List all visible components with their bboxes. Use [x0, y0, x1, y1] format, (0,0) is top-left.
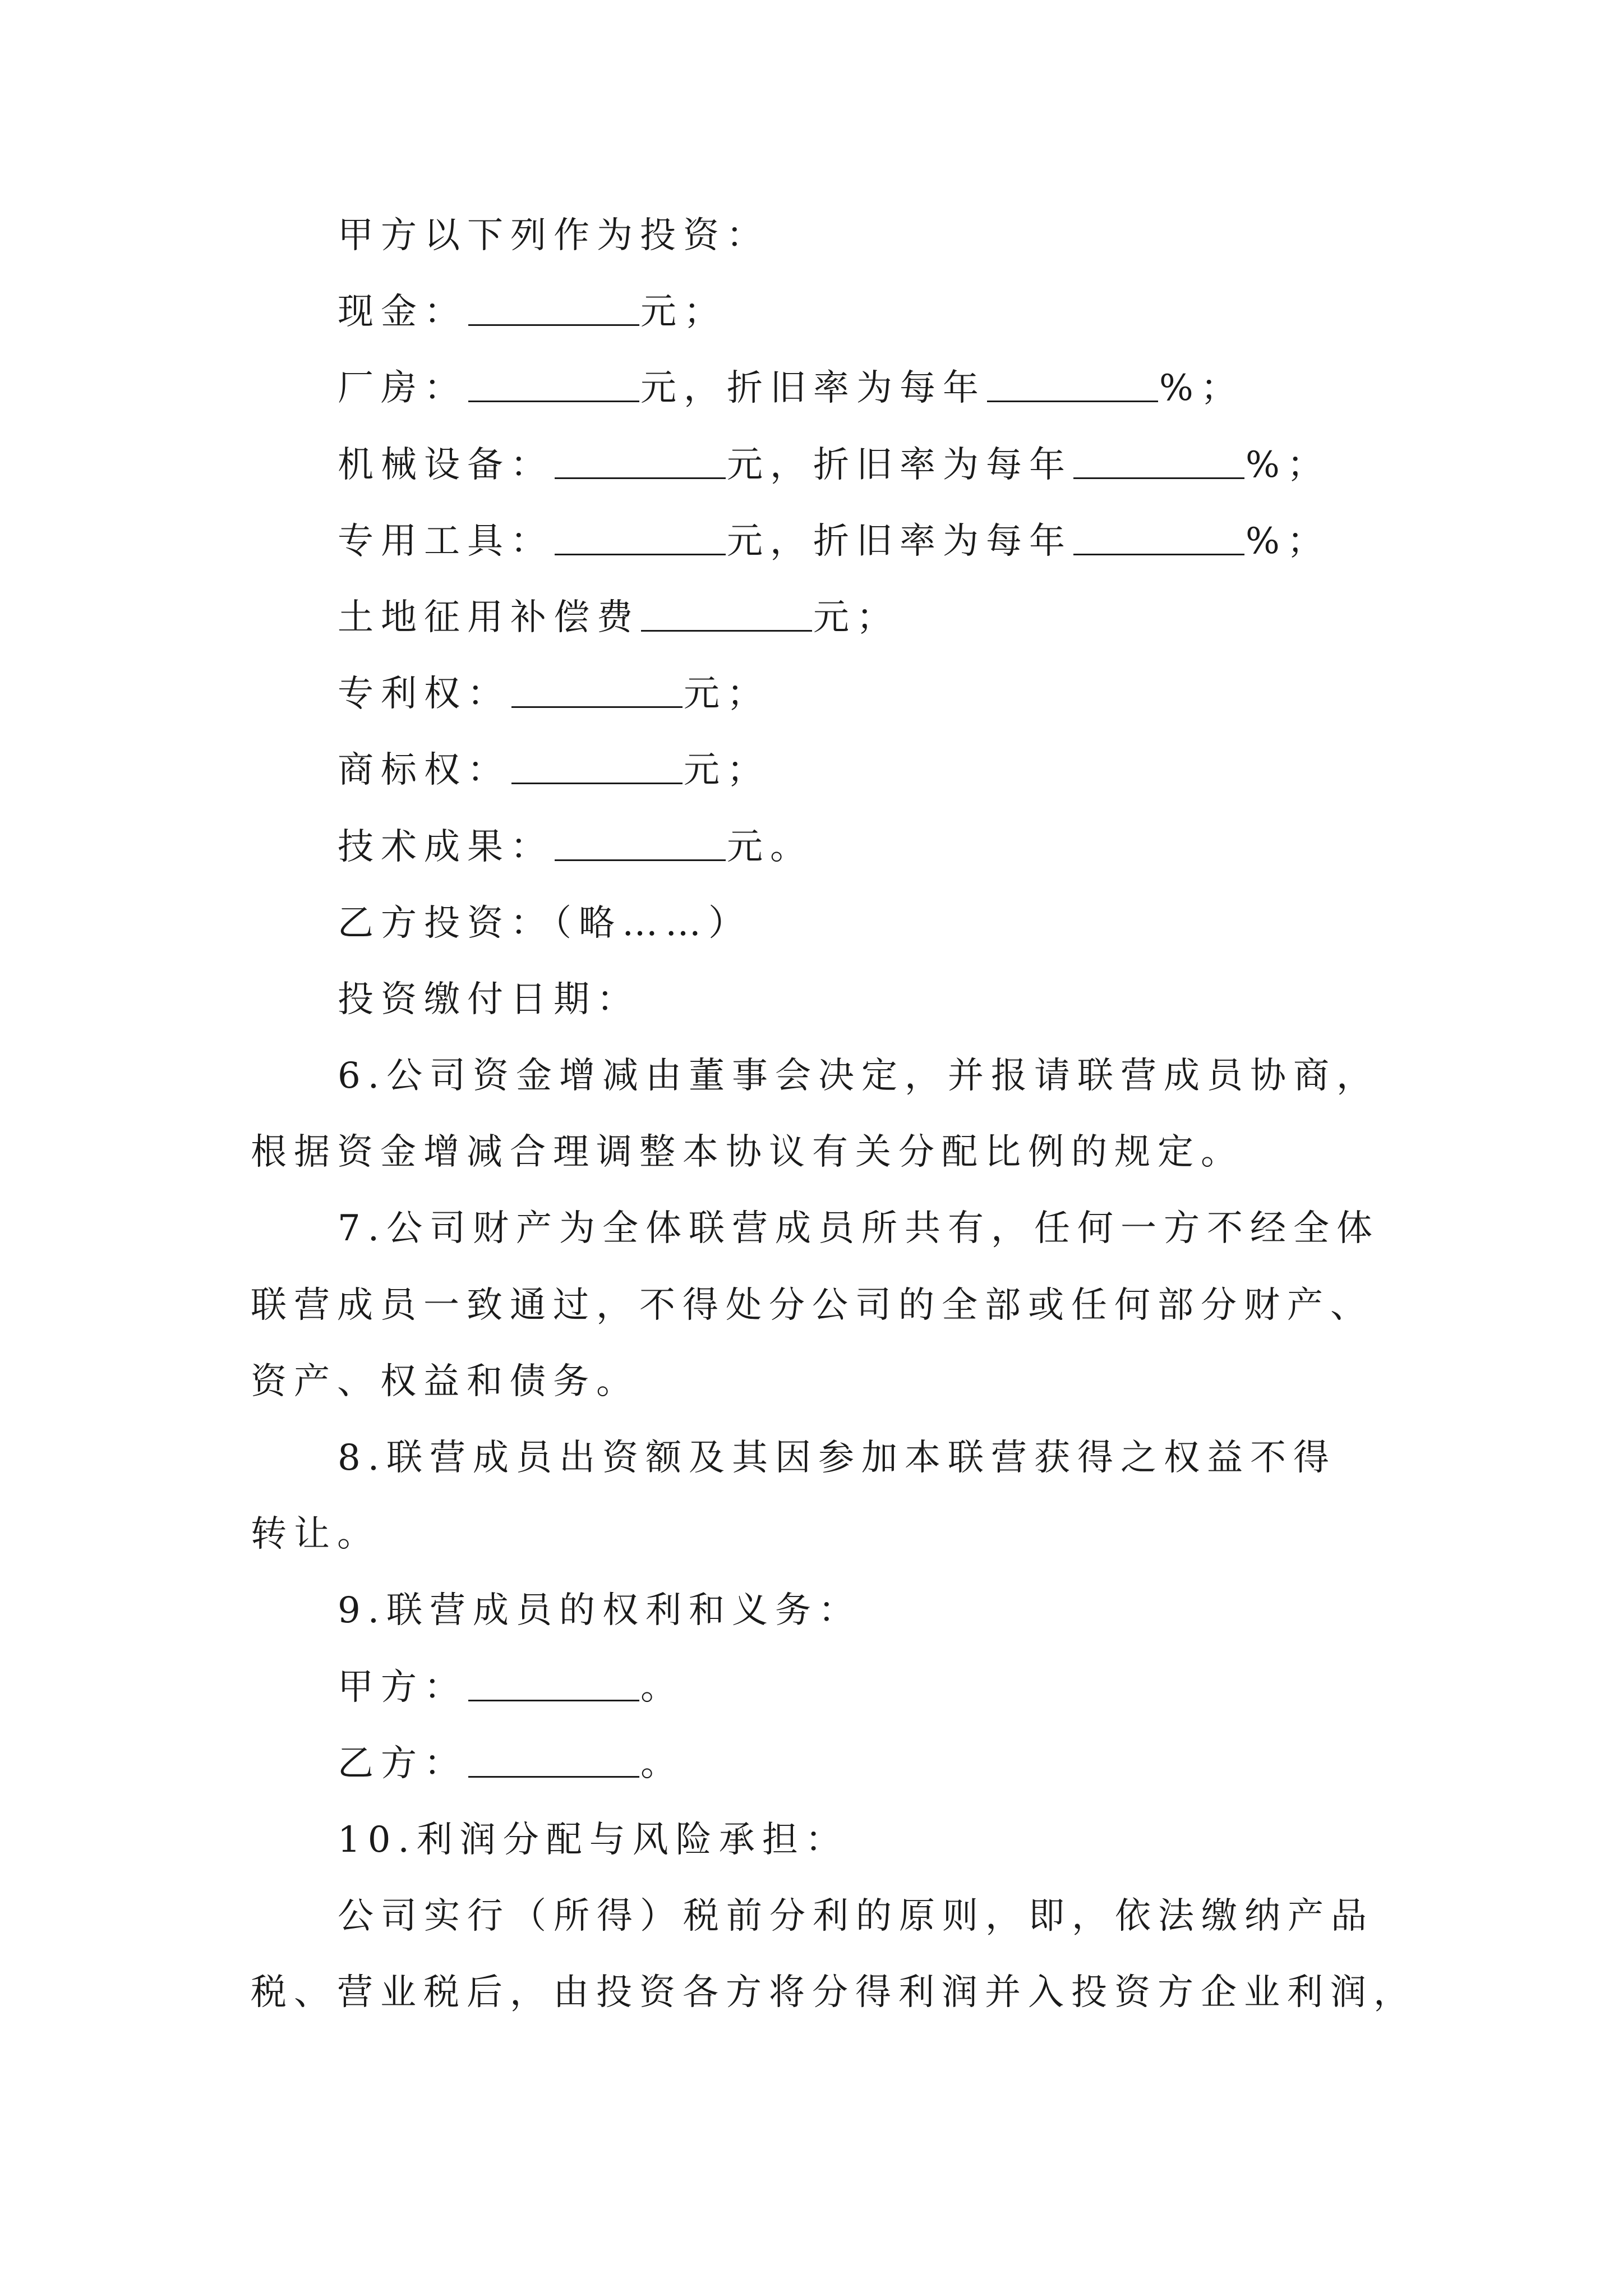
text-line: 土地征用补偿费 元；: [338, 596, 900, 638]
fill-in-blank: [468, 367, 639, 402]
text-line: 10.利润分配与风险承担：: [338, 1819, 849, 1861]
text-line: 公司实行（所得）税前分利的原则，即，依法缴纳产品: [338, 1895, 1374, 1938]
text-line: 6.公司资金增减由董事会决定，并报请联营成员协商，: [338, 1055, 1380, 1097]
text-line: 甲方： 。: [338, 1666, 684, 1708]
text-line: 资产、权益和债务。: [251, 1360, 639, 1402]
text-line: 商标权： 元；: [338, 749, 770, 792]
text-line: 现金： 元；: [338, 291, 727, 333]
text-line: 税、营业税后，由投资各方将分得利润并入投资方企业利润，: [251, 1972, 1417, 2014]
text-line: 技术成果： 元。: [338, 826, 813, 868]
document-body: [251, 197, 1417, 2031]
text-line: 乙方： 。: [338, 1742, 684, 1784]
fill-in-blank: [468, 1666, 639, 1701]
text-line: 专利权： 元；: [338, 673, 770, 715]
text-line: 机械设备： 元，折旧率为每年 %；: [338, 444, 1330, 486]
fill-in-blank: [1073, 520, 1244, 555]
text-line: 联营成员一致通过，不得处分公司的全部或任何部分财产、: [251, 1284, 1373, 1326]
fill-in-blank: [641, 596, 812, 632]
text-line: 根据资金增减合理调整本协议有关分配比例的规定。: [251, 1131, 1244, 1174]
fill-in-blank: [511, 749, 683, 784]
fill-in-blank: [468, 1742, 639, 1778]
fill-in-blank: [1073, 444, 1244, 479]
fill-in-blank: [987, 367, 1158, 402]
fill-in-blank: [555, 826, 726, 861]
text-line: 8.联营成员出资额及其因参加本联营获得之权益不得: [338, 1437, 1337, 1479]
text-line: 厂房： 元，折旧率为每年 %；: [338, 367, 1244, 409]
fill-in-blank: [555, 520, 726, 555]
text-line: 9.联营成员的权利和义务：: [338, 1590, 862, 1632]
text-line: 甲方以下列作为投资：: [338, 215, 769, 256]
text-line: 专用工具： 元，折旧率为每年 %；: [338, 520, 1330, 562]
text-line: 乙方投资：（略……）: [338, 902, 751, 944]
fill-in-blank: [555, 444, 726, 479]
fill-in-blank: [468, 291, 639, 326]
text-line: 转让。: [251, 1513, 380, 1556]
fill-in-blank: [511, 673, 683, 708]
text-line: 7.公司财产为全体联营成员所共有，任何一方不经全体: [338, 1208, 1380, 1250]
text-line: 投资缴付日期：: [338, 978, 640, 1020]
